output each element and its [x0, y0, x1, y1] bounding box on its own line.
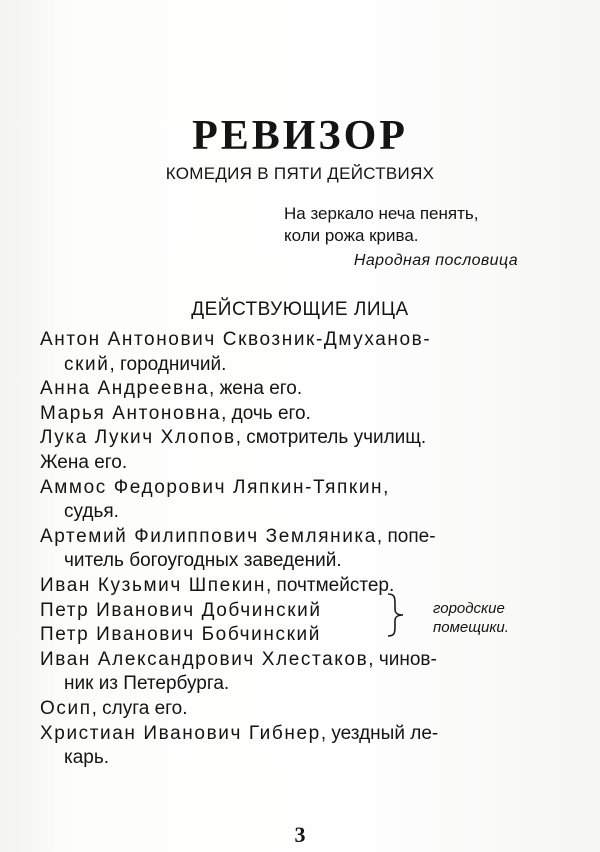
cast-entry-lyapkin	[40, 476, 560, 501]
cast-entry-marya	[40, 402, 560, 427]
landowners-note	[433, 599, 509, 637]
cast-desc: , чинов-	[368, 648, 437, 670]
cast-name: Петр Иванович Бобчинский	[40, 624, 321, 646]
cast-name: Иван Кузьмич Шпекин	[40, 574, 266, 596]
landowners-note-line-2: помещики.	[433, 619, 509, 636]
cast-entry-gibner	[40, 722, 560, 747]
cast-entry-continuation	[40, 549, 560, 574]
epigraph-source: Народная пословица	[353, 252, 518, 269]
cast-desc: , смотритель училищ.	[235, 427, 427, 449]
cast-entry-zemlyanika	[40, 525, 560, 550]
curly-brace-icon	[384, 592, 410, 638]
cast-entry-continuation	[40, 746, 560, 771]
cast-desc: , почтмейстер.	[266, 574, 395, 596]
cast-entry-shpekin	[40, 574, 560, 599]
cast-desc: , попе-	[376, 525, 436, 547]
cast-desc: , уездный ле-	[320, 722, 439, 744]
cast-desc-cont: ник из Петербурга.	[64, 673, 230, 695]
cast-name: Антон Антонович Сквозник-Дмуханов-	[40, 329, 432, 350]
cast-desc-cont: карь.	[64, 747, 110, 769]
cast-entry-anna	[40, 377, 560, 402]
cast-entry-continuation	[40, 500, 560, 525]
cast-name-cont: ский	[64, 353, 110, 375]
epigraph-line-1: На зеркало неча пенять,	[284, 204, 479, 223]
cast-entry-continuation	[40, 672, 560, 697]
cast-name: Христиан Иванович Гибнер	[40, 722, 321, 744]
cast-entry-wife	[40, 451, 560, 476]
cast-name: Жена его.	[40, 451, 128, 473]
cast-name: Петр Иванович Добчинский	[40, 599, 322, 621]
cast-name: Артемий Филиппович Земляника	[40, 525, 377, 547]
cast-name: Аммос Федорович Ляпкин-Тяпкин	[40, 476, 384, 498]
cast-desc: ,	[383, 476, 389, 498]
epigraph-line-2: коли рожа крива.	[284, 226, 419, 245]
cast-entry-continuation	[40, 353, 560, 378]
cast-name: Анна Андреевна	[40, 378, 210, 400]
cast-list	[40, 328, 560, 771]
cast-entry-osip	[40, 697, 560, 722]
cast-name: Марья Антоновна	[40, 402, 222, 424]
cast-desc-cont: читель богоугодных заведений.	[64, 550, 342, 572]
cast-desc: , слуга его.	[91, 697, 188, 719]
cast-name: Лука Лукич Хлопов	[40, 427, 236, 449]
cast-heading: ДЕЙСТВУЮЩИЕ ЛИЦА	[191, 299, 409, 320]
play-subtitle: КОМЕДИЯ В ПЯТИ ДЕЙСТВИЯХ	[165, 164, 435, 183]
cast-desc-cont: судья.	[64, 501, 119, 523]
cast-desc: , жена его.	[209, 378, 303, 400]
page-number: 3	[294, 822, 306, 847]
cast-name: Осип	[40, 697, 92, 719]
cast-desc: , дочь его.	[221, 402, 311, 424]
cast-desc: , городничий.	[109, 353, 227, 375]
epigraph	[284, 203, 478, 247]
landowners-note-line-1: городские	[433, 600, 505, 617]
cast-entry-khlopov	[40, 426, 560, 451]
cast-entry-skvoznik	[40, 328, 560, 353]
cast-entry-khlestakov	[40, 648, 560, 673]
cast-name: Иван Александрович Хлестаков	[40, 648, 369, 670]
play-title: РЕВИЗОР	[192, 113, 408, 159]
